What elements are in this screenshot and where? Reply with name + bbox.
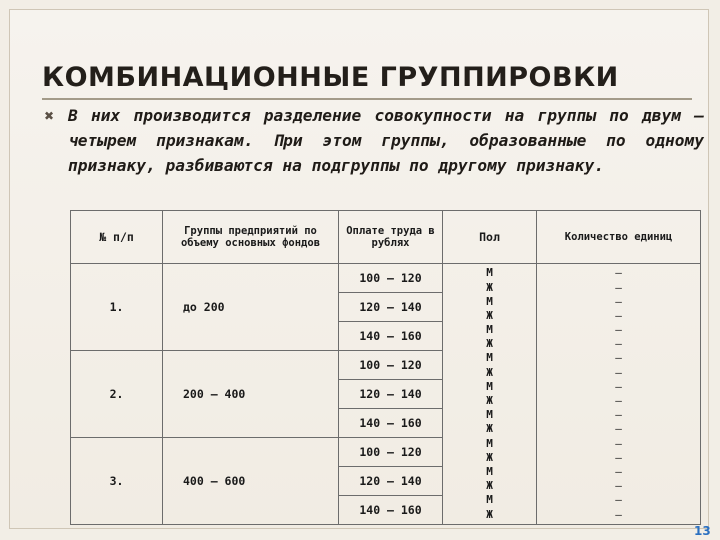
- slide-frame: [9, 9, 711, 538]
- sex-value: Ж: [486, 422, 493, 436]
- table-row: [71, 264, 701, 293]
- count-value: –: [615, 408, 622, 422]
- sex-value: М: [486, 436, 493, 450]
- count-value: –: [615, 337, 622, 351]
- header-count: Количество единиц: [537, 211, 701, 264]
- count-value: –: [615, 422, 622, 436]
- sex-value: М: [486, 493, 493, 507]
- count-value: –: [615, 351, 622, 365]
- pay-range: 140 – 160: [339, 322, 443, 351]
- sex-value: Ж: [486, 308, 493, 322]
- sex-value: М: [486, 464, 493, 478]
- count-value: –: [615, 266, 622, 280]
- row-number: 3.: [71, 438, 163, 525]
- count-value: –: [615, 394, 622, 407]
- sex-value: М: [486, 379, 493, 393]
- slide-title: КОМБИНАЦИОННЫЕ ГРУППИРОВКИ: [42, 62, 619, 93]
- pay-range: 120 – 140: [339, 467, 443, 496]
- count-column: [537, 264, 701, 525]
- page-number: 13: [694, 524, 711, 538]
- row-number: 1.: [71, 264, 163, 351]
- sex-value: Ж: [486, 479, 493, 493]
- header-pay: Оплате труда в рублях: [339, 211, 443, 264]
- group-label: до 200: [163, 264, 339, 351]
- count-value: –: [615, 436, 622, 450]
- sex-value: М: [486, 351, 493, 365]
- sex-value: Ж: [486, 337, 493, 351]
- count-value: –: [615, 479, 622, 493]
- sex-value: Ж: [486, 394, 493, 407]
- count-value: –: [615, 379, 622, 393]
- header-sex: Пол: [443, 211, 537, 264]
- count-value: –: [615, 365, 622, 379]
- pay-range: 120 – 140: [339, 293, 443, 322]
- sex-value: М: [486, 266, 493, 280]
- count-value: –: [615, 450, 622, 464]
- sex-value: М: [486, 408, 493, 422]
- sex-value: Ж: [486, 280, 493, 294]
- pay-range: 140 – 160: [339, 409, 443, 438]
- sex-value: Ж: [486, 450, 493, 464]
- row-number: 2.: [71, 351, 163, 438]
- count-value: –: [615, 464, 622, 478]
- title-divider: [42, 98, 692, 100]
- pay-range: 100 – 120: [339, 438, 443, 467]
- sex-value: М: [486, 294, 493, 308]
- header-num: № п/п: [71, 211, 163, 264]
- sex-value: Ж: [486, 365, 493, 379]
- sex-value: М: [486, 323, 493, 337]
- group-label: 200 – 400: [163, 351, 339, 438]
- group-label: 400 – 600: [163, 438, 339, 525]
- count-value: –: [615, 493, 622, 507]
- x-bullet-icon: ✖: [44, 109, 55, 123]
- pay-range: 100 – 120: [339, 264, 443, 293]
- pay-range: 100 – 120: [339, 351, 443, 380]
- pay-range: 140 – 160: [339, 496, 443, 525]
- count-value: –: [615, 323, 622, 337]
- header-group: Группы предприятий по объему основных фондов: [163, 211, 339, 264]
- count-value: –: [615, 507, 622, 521]
- body-paragraph: В них производится разделение совокупности на группы по двум – четырем признакам. При этом группы, образованные по одному признаку, разбиваются на подгруппы по другому признаку.: [68, 106, 704, 175]
- sex-value: Ж: [486, 507, 493, 521]
- count-value: –: [615, 308, 622, 322]
- grouping-table: [70, 210, 701, 525]
- sex-column: [443, 264, 537, 525]
- pay-range: 120 – 140: [339, 380, 443, 409]
- table-header-row: [71, 211, 701, 264]
- count-value: –: [615, 294, 622, 308]
- count-value: –: [615, 280, 622, 294]
